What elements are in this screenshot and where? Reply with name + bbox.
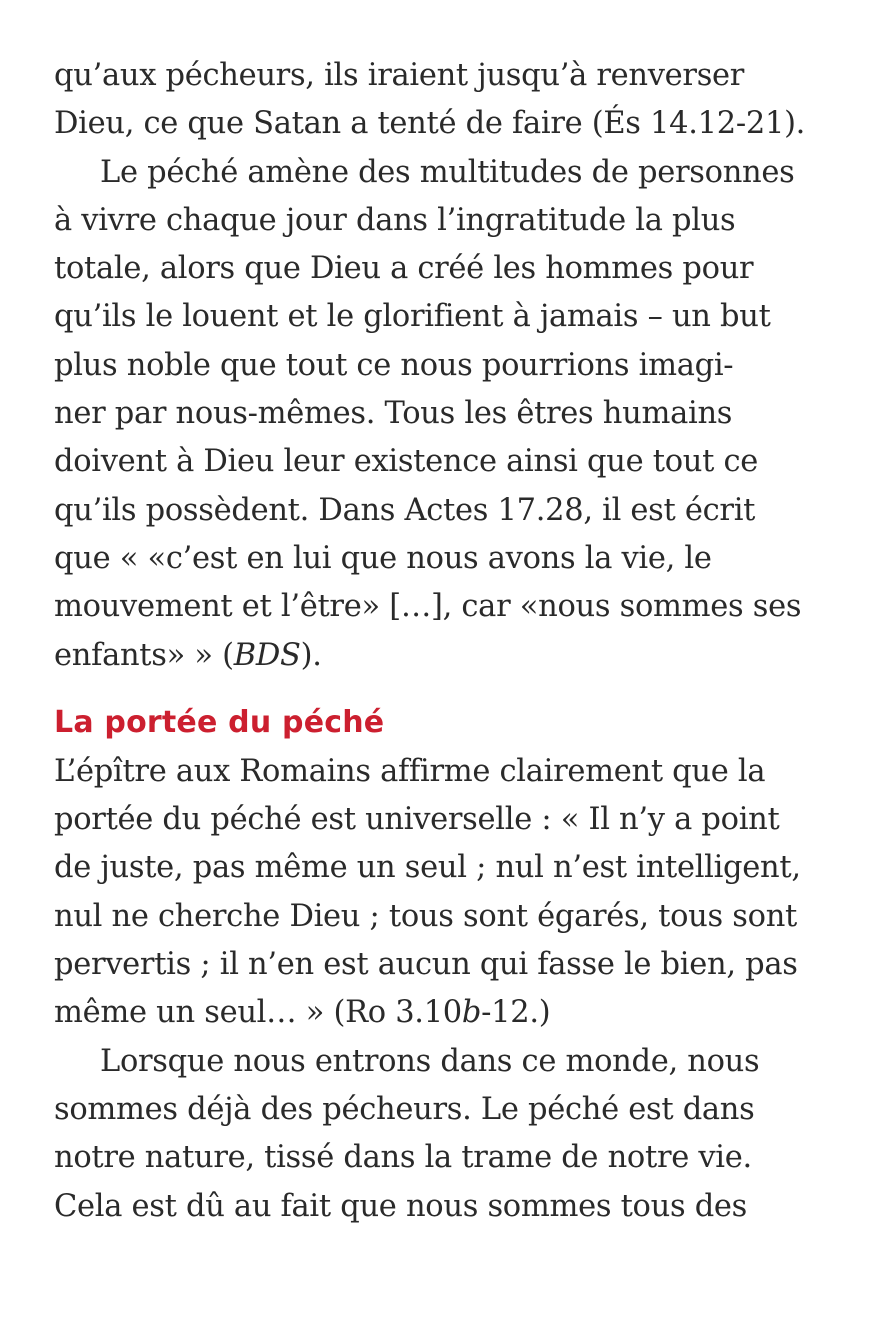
paragraph-1 [54,52,844,149]
paragraph-line: plus noble que tout ce nous pourrions imagi- [54,347,734,383]
paragraph-line: à vivre chaque jour dans l’ingratitude la plus [54,202,736,238]
paragraph-line: Lorsque nous entrons dans ce monde, nous [100,1043,760,1079]
paragraph-line: doivent à Dieu leur existence ainsi que tout ce [54,444,758,480]
section-heading: La portée du péché [54,704,385,740]
line-text: enfants» » ( [54,637,234,673]
paragraph-line: totale, alors que Dieu a créé les hommes pour [54,251,754,287]
verse-suffix: b [461,995,482,1031]
paragraph-line: notre nature, tissé dans la trame de notre vie. [54,1140,752,1176]
paragraph-line: pervertis ; il n’en est aucun qui fasse le bien, pas [54,947,798,983]
paragraph-line-last [54,632,844,680]
line-text: même un seul… » (Ro 3.10 [54,995,462,1031]
paragraph-line: Dieu, ce que Satan a tenté de faire (És 14.12-21). [54,106,806,142]
paragraph-4 [54,1038,844,1231]
paragraph-line: Le péché amène des multitudes de personnes [100,154,795,190]
paragraph-line: de juste, pas même un seul ; nul n’est intelligent, [54,850,801,886]
paragraph-line: qu’ils possèdent. Dans Actes 17.28, il est écrit [54,492,756,528]
paragraph-2 [54,149,844,680]
paragraph-line: mouvement et l’être» […], car «nous sommes ses [54,589,802,625]
paragraph-line: Cela est dû au fait que nous sommes tous des [54,1188,748,1224]
paragraph-line: ner par nous-mêmes. Tous les êtres humains [54,396,733,432]
paragraph-3 [54,748,844,1038]
paragraph-line: sommes déjà des pécheurs. Le péché est dans [54,1091,755,1127]
citation-abbreviation: BDS [233,637,301,673]
page-text [54,52,844,1231]
paragraph-line-last [54,989,844,1037]
paragraph-line: que « «c’est en lui que nous avons la vie, le [54,540,712,576]
paragraph-line: nul ne cherche Dieu ; tous sont égarés, tous sont [54,898,797,934]
paragraph-line: portée du péché est universelle : « Il n’y a point [54,802,780,838]
paragraph-line: qu’ils le louent et le glorifient à jamais – un but [54,299,771,335]
paragraph-line: L’épître aux Romains affirme clairement que la [54,753,766,789]
line-text: ). [300,637,322,673]
paragraph-line: qu’aux pécheurs, ils iraient jusqu’à renverser [54,58,745,93]
line-text: -12.) [481,995,551,1031]
